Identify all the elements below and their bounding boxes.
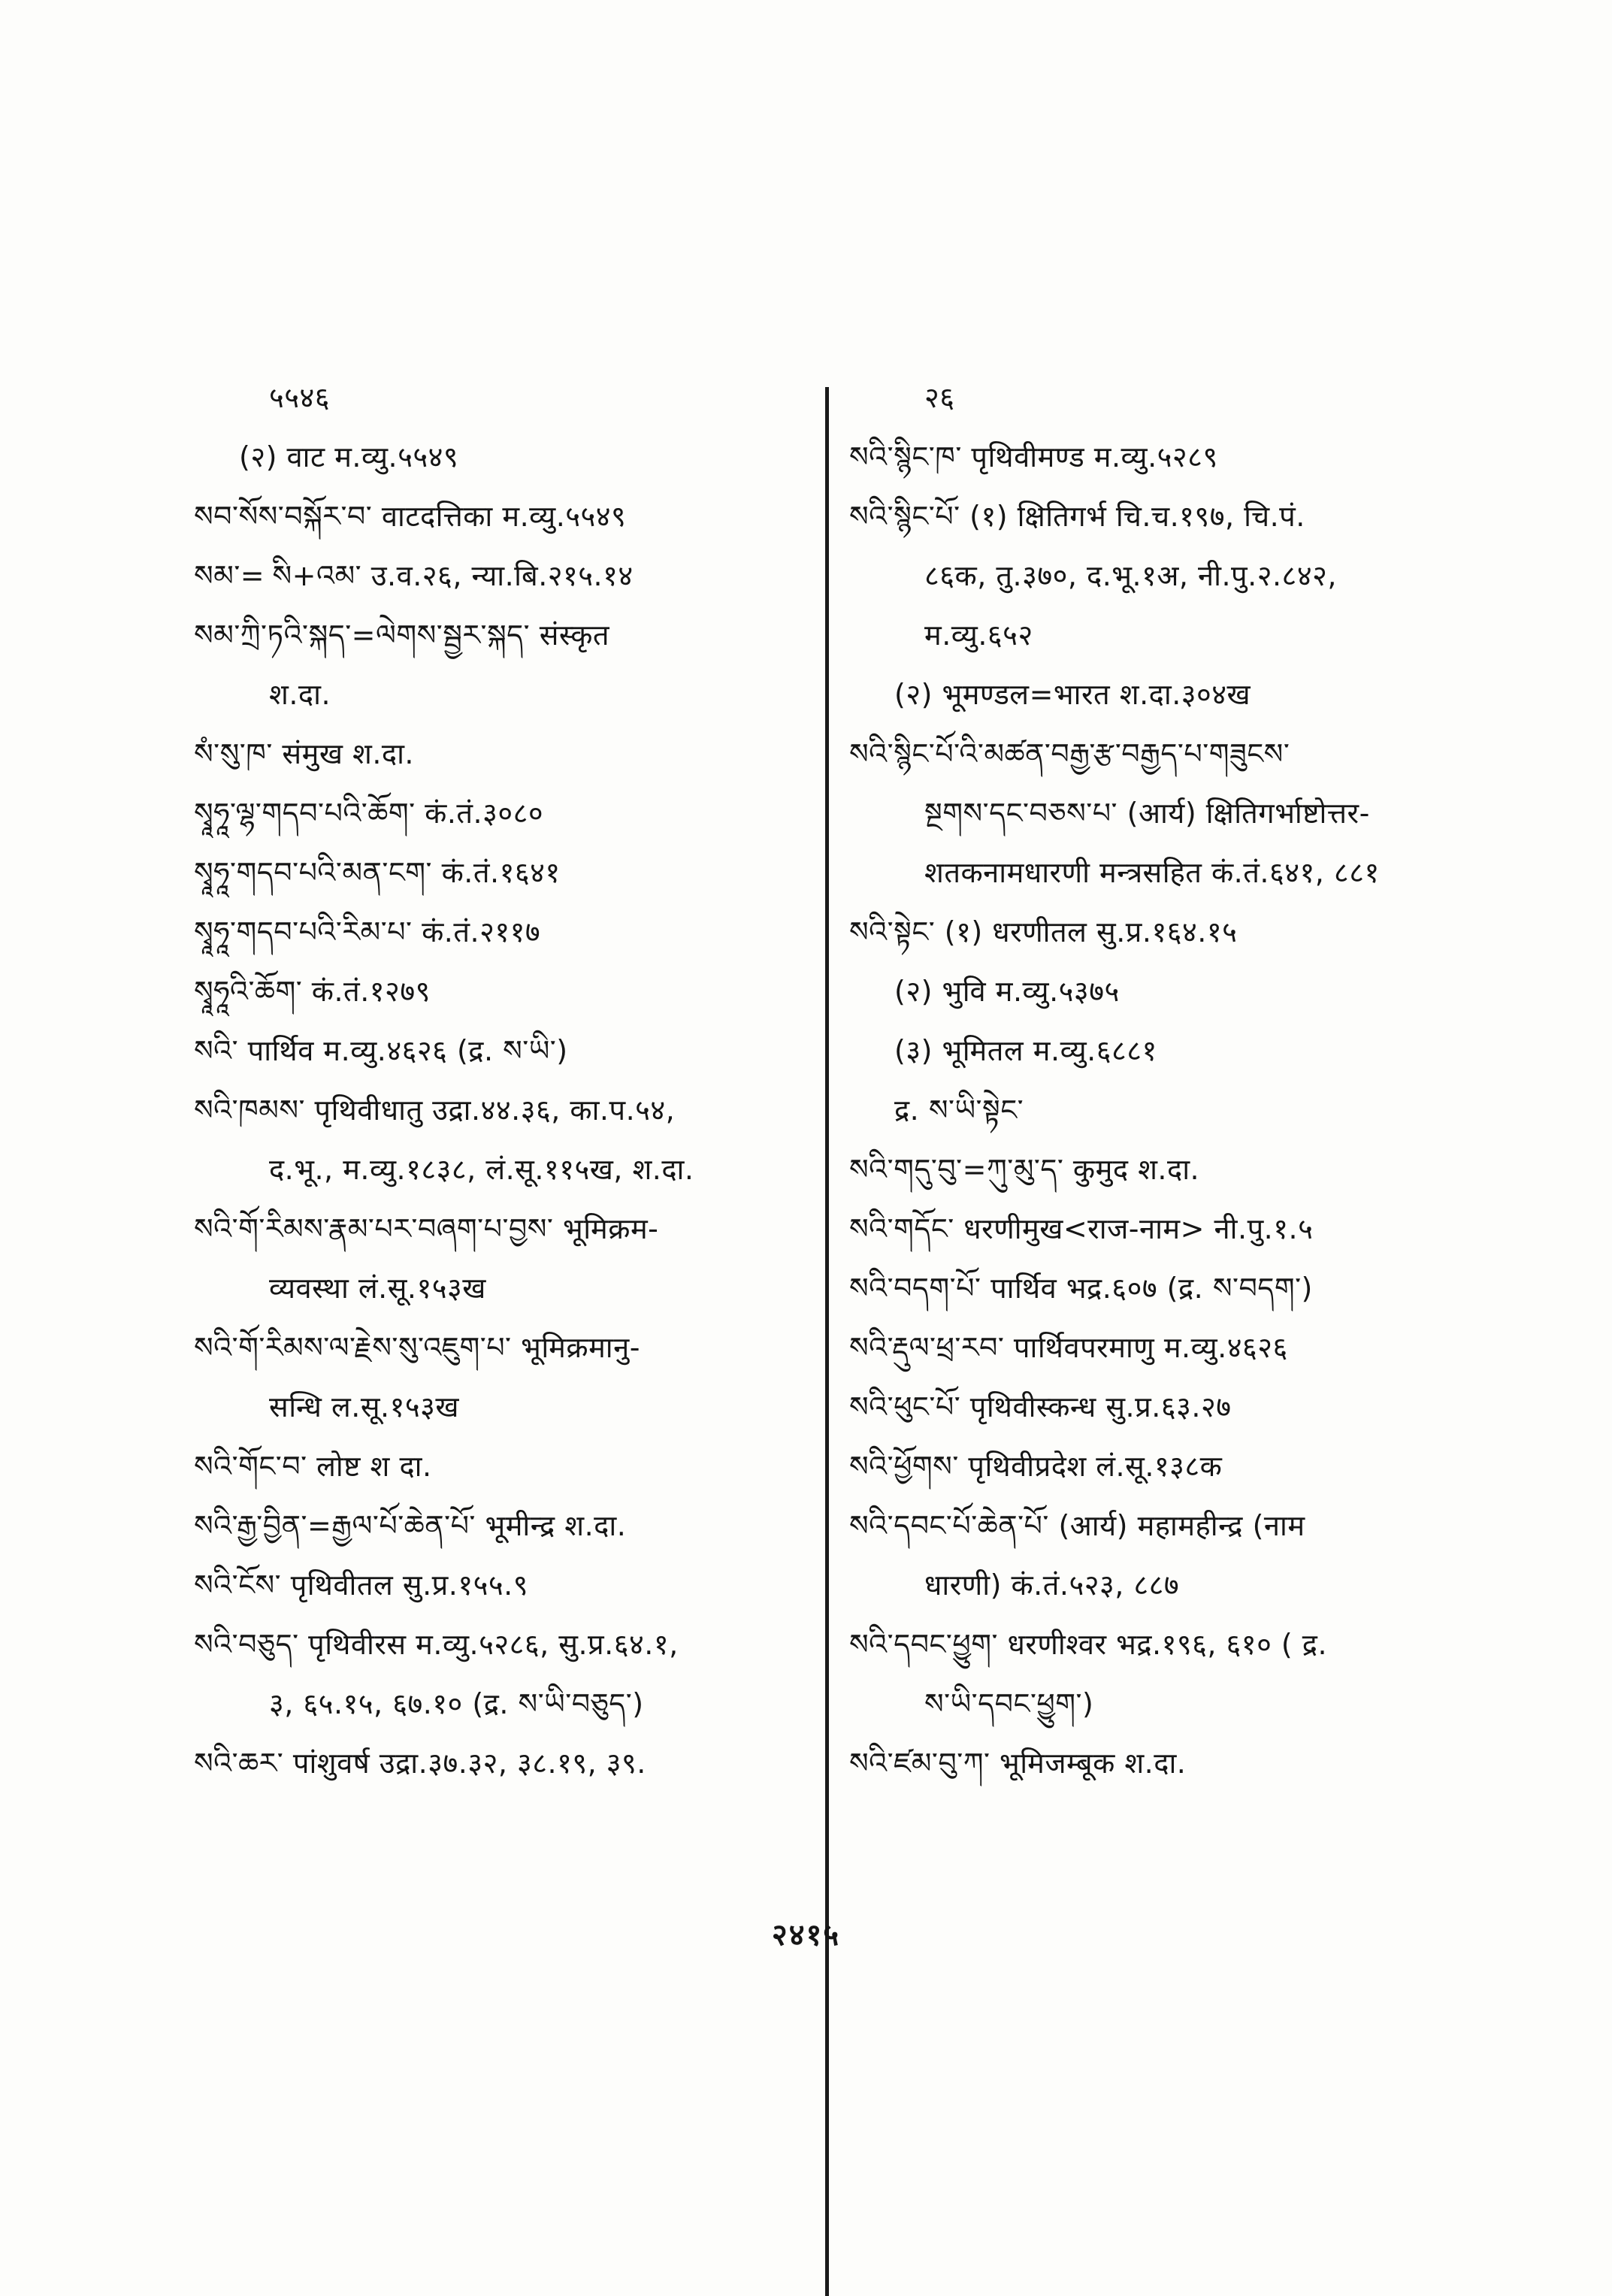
- dictionary-line: སའི་ཕུང་པོ་ पृथिवीस्कन्ध सु.प्र.६३.२७: [849, 1390, 1232, 1423]
- dictionary-line: द्र. ས་ཡི་སྟེང་: [894, 1094, 1024, 1127]
- dictionary-line: སའི་རྡུལ་ཕྲ་རབ་ पार्थिवपरमाणु म.व्यु.४६२६: [849, 1331, 1288, 1364]
- dictionary-line: द.भू., म.व्यु.१८३८, लं.सू.११५ख, श.दा.: [269, 1153, 694, 1186]
- dictionary-line: སྭཱཧཱ་ལྷ་གདབ་པའི་ཆོག་ कं.तं.३०८०: [194, 797, 544, 830]
- dictionary-line: སའི་སྟེང་ (१) धरणीतल सु.प्र.१६४.१५: [849, 915, 1238, 948]
- dictionary-line: སབ་སོས་བསྐོར་བ་ वाटदत्तिका म.व्यु.५५४९: [194, 500, 627, 533]
- dictionary-line: སའི་གོ་རིམས་རྣམ་པར་བཞག་པ་བྱས་ भूमिक्रम-: [194, 1212, 659, 1245]
- dictionary-line: སའི་སྙིང་པོ་འི་མཚན་བརྒྱ་རྩ་བརྒྱད་པ་གཟུངས་: [849, 737, 1290, 770]
- dictionary-line: ८६क, तु.३७०, द.भू.१अ, नी.पु.२.८४२,: [924, 559, 1337, 592]
- dictionary-line: श.दा.: [269, 678, 331, 711]
- column-divider: [825, 387, 829, 2296]
- dictionary-line: शतकनामधारणी मन्त्रसहित कं.तं.६४१, ८८१: [924, 856, 1380, 889]
- dictionary-line: སའི་ཆར་ पांशुवर्ष उद्रा.३७.३२, ३८.१९, ३९.: [194, 1747, 646, 1780]
- dictionary-line: धारणी) कं.तं.५२३, ८८७: [924, 1568, 1180, 1602]
- dictionary-line: སའི་གོ་རིམས་ལ་རྗེས་སུ་འཇུག་པ་ भूमिक्रमानु-: [194, 1331, 640, 1364]
- dictionary-line: सन्धि ल.सू.१५३ख: [269, 1390, 459, 1423]
- dictionary-line: སའི་ཕྱོགས་ पृथिवीप्रदेश लं.सू.१३८क: [849, 1450, 1223, 1483]
- dictionary-line: སའི་ཛམ་བུ་ཀ་ भूमिजम्बूक श.दा.: [849, 1747, 1187, 1780]
- dictionary-line: སའི་ངོས་ पृथिवीतल सु.प्र.१५५.९: [194, 1568, 528, 1602]
- dictionary-line: སའི་གོང་བ་ लोष्ट श दा.: [194, 1450, 432, 1483]
- left-column: [194, 368, 818, 1793]
- dictionary-line: (२) वाट म.व्यु.५५४९: [239, 440, 459, 473]
- dictionary-line: སའི་སྙིང་པོ་ (१) क्षितिगर्भ चि.च.१९७, चि.पं.: [849, 500, 1305, 533]
- dictionary-line: སྭཱཧཱ་གདབ་པའི་མན་ངག་ कं.तं.१६४१: [194, 856, 561, 889]
- dictionary-line: (२) भूमण्डल=भारत श.दा.३०४ख: [894, 678, 1251, 711]
- dictionary-line: व्यवस्था लं.सू.१५३ख: [269, 1272, 486, 1305]
- dictionary-line: སཾ་སུ་ཁ་ संमुख श.दा.: [194, 737, 415, 770]
- dictionary-line: སའི་དབང་ཕྱུག་ धरणीश्वर भद्र.१९६, ६१० ( द्र.: [849, 1628, 1328, 1661]
- dictionary-line: སའི་ཁམས་ पृथिवीधातु उद्रा.४४.३६, का.प.५४,: [194, 1094, 676, 1127]
- dictionary-line: སམ་= ིས+འམ་ उ.व.२६, न्या.बि.२१५.१४: [194, 559, 634, 592]
- right-column: [849, 368, 1450, 1793]
- dictionary-line: म.व्यु.६५२: [924, 619, 1033, 652]
- dictionary-line: ५५४६: [269, 381, 331, 414]
- dictionary-line: སྭཱཧཱའི་ཆོག་ कं.तं.१२७९: [194, 975, 431, 1008]
- dictionary-line: २६: [924, 381, 955, 414]
- dictionary-line: (२) भुवि म.व्यु.५३७५: [894, 975, 1120, 1008]
- dictionary-line: སའི་དབང་པོ་ཆེན་པོ་ (आर्य) महामहीन्द्र (नाम: [849, 1509, 1305, 1542]
- dictionary-line: སའི་རྒྱ་བྱིན་=རྒྱལ་པོ་ཆེན་པོ་ भूमीन्द्र श.दा.: [194, 1509, 627, 1542]
- dictionary-line: ३, ६५.१५, ६७.१० (द्र. ས་ཡི་བཅུད་): [269, 1687, 644, 1720]
- dictionary-line: (३) भूमितल म.व्यु.६८८१: [894, 1034, 1157, 1067]
- dictionary-line: སམ་ཀྲི་ཏའི་སྐད་=ལེགས་སྦྱར་སྐད་ संस्कृत: [194, 619, 610, 652]
- dictionary-line: སའི་སྙིང་ཁ་ पृथिवीमण्ड म.व्यु.५२८९: [849, 440, 1218, 473]
- dictionary-line: སའི་བདག་པོ་ पार्थिव भद्र.६०७ (द्र. ས་བདག་): [849, 1272, 1313, 1305]
- page-number: २४१५: [771, 1918, 841, 1953]
- dictionary-line: སའི་ पार्थिव म.व्यु.४६२६ (द्र. ས་ཡི་): [194, 1034, 568, 1067]
- dictionary-line: སའི་གདུ་བུ་=ཀུ་མུ་ད་ कुमुद श.दा.: [849, 1153, 1200, 1186]
- dictionary-line: སའི་གདོང་ धरणीमुख<राज-नाम> नी.पु.१.५: [849, 1212, 1314, 1245]
- dictionary-line: སྭཱཧཱ་གདབ་པའི་རིམ་པ་ कं.तं.२११७: [194, 915, 541, 948]
- dictionary-line: ས་ཡི་དབང་ཕྱུག་): [924, 1687, 1094, 1720]
- dictionary-line: སའི་བཅུད་ पृथिवीरस म.व्यु.५२८६, सु.प्र.६४.१,: [194, 1628, 679, 1661]
- dictionary-line: སྔགས་དང་བཅས་པ་ (आर्य) क्षितिगर्भाष्टोत्तर-: [924, 797, 1370, 830]
